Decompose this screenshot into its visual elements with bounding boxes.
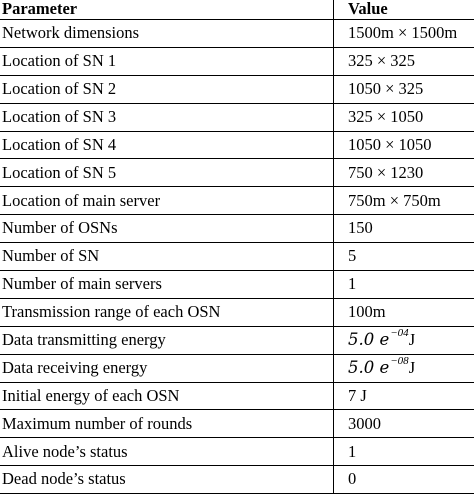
- value-cell: 7 J: [348, 385, 367, 405]
- value-cell: 325 × 1050: [348, 106, 424, 126]
- value-cell: 3000: [348, 413, 381, 433]
- table-row: [0, 215, 474, 243]
- table-row: [0, 104, 474, 132]
- table-row: [0, 159, 474, 187]
- table-row: [0, 243, 474, 271]
- table-row: [0, 410, 474, 438]
- parameter-cell: Location of SN 5: [2, 162, 117, 182]
- table-row: [0, 327, 474, 355]
- value-cell: 100m: [348, 302, 386, 322]
- parameter-cell: Number of SN: [2, 246, 100, 266]
- parameter-cell: Data receiving energy: [2, 357, 148, 377]
- parameter-cell: Data transmitting energy: [2, 329, 166, 349]
- parameter-cell: Location of SN 1: [2, 51, 117, 71]
- table-row: [0, 48, 474, 76]
- table-row: [0, 271, 474, 299]
- parameter-cell: Location of SN 2: [2, 78, 117, 98]
- parameter-cell: Transmission range of each OSN: [2, 302, 221, 322]
- parameter-cell: Network dimensions: [2, 23, 140, 43]
- parameter-cell: Maximum number of rounds: [2, 413, 193, 433]
- parameter-cell: Initial energy of each OSN: [2, 385, 180, 405]
- parameter-cell: Alive node’s status: [2, 441, 128, 461]
- table-row: [0, 187, 474, 215]
- value-cell: 325 × 325: [348, 51, 416, 71]
- value-cell: 1: [348, 441, 357, 461]
- table-row: [0, 438, 474, 466]
- parameter-cell: Number of main servers: [2, 274, 162, 294]
- header-value: Value: [348, 0, 388, 18]
- parameter-cell: Location of SN 3: [2, 106, 117, 126]
- table-row: [0, 466, 474, 494]
- table-row: [0, 132, 474, 160]
- table-header-row: [0, 0, 474, 20]
- value-cell: [348, 327, 474, 354]
- table-row: [0, 383, 474, 411]
- value-cell: 0: [348, 469, 357, 489]
- table-row: [0, 20, 474, 48]
- value-unit: J: [408, 329, 416, 349]
- value-exponent: −08: [390, 354, 409, 367]
- parameter-cell: Dead node’s status: [2, 469, 126, 489]
- value-cell: 1500m × 1500m: [348, 23, 458, 43]
- value-base: 5.0 e: [348, 329, 390, 349]
- value-exponent: −04: [390, 326, 409, 339]
- value-cell: [348, 355, 474, 382]
- parameter-cell: Number of OSNs: [2, 218, 118, 238]
- value-cell: 1050 × 1050: [348, 134, 432, 154]
- header-parameter: Parameter: [2, 0, 78, 18]
- value-cell: 1050 × 325: [348, 78, 424, 98]
- value-unit: J: [408, 357, 416, 377]
- parameter-cell: Location of main server: [2, 190, 161, 210]
- value-cell: 750 × 1230: [348, 162, 424, 182]
- value-cell: 5: [348, 246, 357, 266]
- table-row: [0, 355, 474, 383]
- table-row: [0, 299, 474, 327]
- value-base: 5.0 e: [348, 357, 390, 377]
- parameter-cell: Location of SN 4: [2, 134, 117, 154]
- value-cell: 1: [348, 274, 357, 294]
- value-cell: 150: [348, 218, 373, 238]
- value-cell: 750m × 750m: [348, 190, 441, 210]
- table-row: [0, 76, 474, 104]
